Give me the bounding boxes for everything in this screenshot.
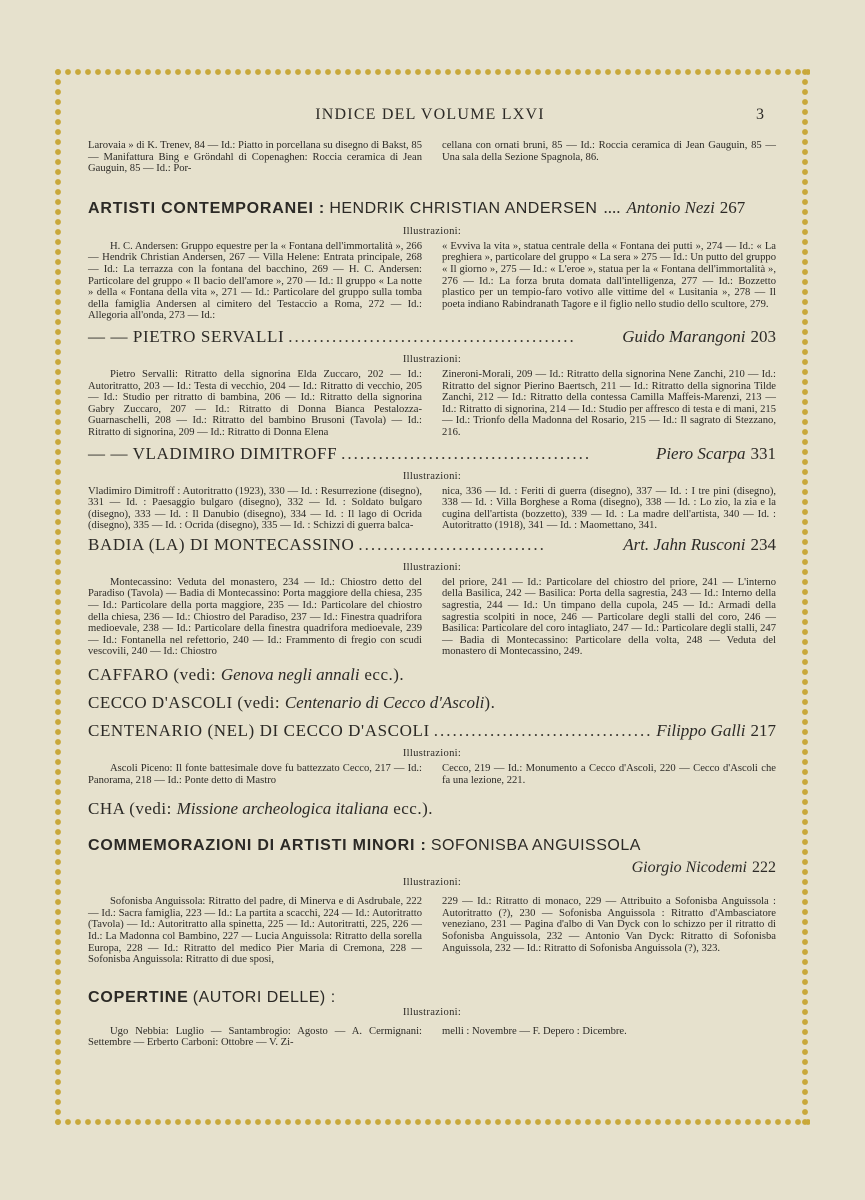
section-commemorazioni-entries <box>88 896 776 966</box>
section-lead: — — VLADIMIRO DIMITROFF <box>88 443 338 463</box>
page-title: INDICE DEL VOLUME LXVI <box>315 106 545 123</box>
ref-title: Genova negli annali <box>220 665 360 685</box>
section-montecassino-heading <box>88 534 776 556</box>
entries-col2: melli : Novembre — F. Depero : Dicembre. <box>442 1025 627 1037</box>
entries-col1: Vladimiro Dimitroff : Autoritratto (1923), 330 — Id. : Resurrezione (disegno), 331 — Id. : Paesaggio bulgaro (disegno), 332 — Id. : Soldato bulgaro (disegno), 333 — Id. : Il Danubio (disegno), 334 — Id. : Il lago di Ocrida (disegno), 335 — Id. : Ocrida (disegno), 335 — Id. : Schizzi di guerra balca- <box>88 485 422 532</box>
section-author: Art. Jahn Rusconi <box>623 534 746 554</box>
intro-col1: Larovaia » di K. Trenev, 84 — Id.: Piatto in porcellana su disegno di Bakst, 85 — Manifattura Bing e Gröndahl di Copenaghen: Roccia ceramica di Jean Gauguin, 85 — Id.: Por- <box>88 140 422 175</box>
illustrazioni-label: Illustrazioni: <box>402 353 462 365</box>
section-andersen-heading <box>88 197 776 220</box>
ref-lead: CECCO D'ASCOLI (vedi: <box>88 693 281 713</box>
leader-dots: ........................................ <box>341 443 592 463</box>
section-andersen-entries <box>88 241 776 322</box>
section-page: 203 <box>750 326 776 346</box>
section-author: Antonio Nezi <box>626 197 715 217</box>
cross-ref-cha <box>88 798 776 820</box>
index-content <box>88 140 776 1049</box>
section-page: 267 <box>719 197 746 217</box>
illustrazioni-label: Illustrazioni: <box>402 225 462 237</box>
section-dimitroff-entries <box>88 486 776 532</box>
decorative-border-top <box>53 67 810 77</box>
section-author: Piero Scarpa <box>655 443 746 463</box>
ref-lead: CAFFARO (vedi: <box>88 665 217 685</box>
entries-col1: Sofonisba Anguissola: Ritratto del padre, di Minerva e di Asdrubale, 222 — Id.: Sacra famiglia, 223 — Id.: La partita a scacchi, 224 — Id.: Autoritratto (Tavola) — Id.: Autoritratto alla spinetta, 225 — Id.: Autoritratti, 225, 226 — Id.: La Madonna col Bambino, 227 — Lucia Anguissola: Ritratto della sorella Europa, 228 — Id.: Ritratto del medico Pier Maria di Cremona, 228 — Sofonisba Anguissola: Ritratto di due sposi, <box>88 896 422 966</box>
page-header <box>90 106 770 126</box>
leader-dots: .... <box>603 197 621 217</box>
section-lead: ARTISTI CONTEMPORANEI : <box>88 199 326 217</box>
decorative-border-right <box>800 67 810 1127</box>
section-page: 222 <box>752 859 776 877</box>
illustrazioni-label: Illustrazioni: <box>402 470 462 482</box>
section-subject: (AUTORI DELLE) : <box>192 988 336 1006</box>
section-lead: CENTENARIO (NEL) DI CECCO D'ASCOLI <box>88 721 430 741</box>
intro-col2: cellana con ornati bruni, 85 — Id.: Roccia ceramica di Jean Gauguin, 85 — Una sala della Sezione Spagnola, 86. <box>442 140 776 163</box>
entries-col1: H. C. Andersen: Gruppo equestre per la « Fontana dell'immortalità », 266 — Hendrik Christian Andersen, 267 — Villa Helene: Entrata principale, 268 — Id.: La terrazza con la fontana del bacchino, 269 — H. C. Andersen: Particolare del gruppo « Il bacio dell'amore », 270 — Id.: Il gruppo « La notte » della « Fontana della vita », 271 — Id.: Particolare del gruppo sulla tomba della famiglia Andersen al cimitero del Testaccio a Roma, 272 — Id.: Allegoria all'onda, 273 — Id.: <box>88 240 422 322</box>
entries-col1: Pietro Servalli: Ritratto della signorina Elda Zuccaro, 202 — Id.: Autoritratto, 203 — Id.: Testa di vecchio, 204 — Id.: Ritratto di vecchio, 205 — Id.: Studio per ritratto di bambina, 206 — Id.: Ritratto della signorina Gabry Zuccaro, 207 — Id.: Ritratto di Donna Bianca Pestalozza-Guarnaschelli, 208 — Id.: Ritratto del bambino Brusoni (Tavola) — Id.: Ritratto di signorina, 209 — Id.: Ritratto di Donna Elena <box>88 368 422 438</box>
section-servalli-entries <box>88 369 776 439</box>
section-commemorazioni-heading <box>88 834 776 857</box>
section-servalli-heading <box>88 326 776 348</box>
section-page: 331 <box>750 443 776 463</box>
page-number: 3 <box>756 106 764 123</box>
ref-lead: CHA (vedi: <box>88 799 172 819</box>
section-copertine-heading <box>88 986 776 1009</box>
ref-tail: ecc.). <box>393 799 434 819</box>
entries-col2: 229 — Id.: Ritratto di monaco, 229 — Attribuito a Sofonisba Anguissola : Autoritratto (?), 230 — Sofonisba Anguissola : Ritratto d'Ambasciatore veneziano, 231 — Pagina d'albo di Van Dyck con lo schizzo per il ritratto di Sofonisba Anguissola, 232 — Antonio Van Dyck: Ritratto di Sofonisba Anguissola, 232 — Id.: Ritratto di Sofonisba Anguissola (?), 323. <box>442 896 776 954</box>
section-centenario-entries <box>88 763 776 786</box>
leader-dots: ................................... <box>433 721 653 741</box>
decorative-border-left <box>53 67 63 1127</box>
cross-ref-cecco <box>88 692 776 714</box>
entries-col2: nica, 336 — Id. : Feriti di guerra (disegno), 337 — Id. : I tre pini (disegno), 338 — Id. : Villa Borghese a Roma (disegno), 338 — Id. : Lo zio, la zia e la cugina dell'artista (bozzetto), 339 — Id. : La madre dell'artista, 340 — Id. : Autoritratto (1918), 341 — Id. : Maomettano, 341. <box>442 485 776 532</box>
section-author-line <box>88 859 776 877</box>
section-author: Filippo Galli <box>656 721 746 741</box>
entries-col2: del priore, 241 — Id.: Particolare del chiostro del priore, 241 — L'interno della Basilica, 242 — Basilica: Porta della sagrestia, 243 — Id.: Interno della sagrestia, 244 — Id.: Un timpano della cupola, 245 — Id.: Armadi della sagrestia scolpiti in noce, 246 — Particolare degli stalli del coro, 246 — Basilica: Particolare del coro intagliato, 247 — Id.: Particolare degli stalli, 247 — Badia di Montecassino: Particolare della volta, 248 — Veduta del monastero di Montecassino, 249. <box>442 576 776 658</box>
entries-col1: Montecassino: Veduta del monastero, 234 — Id.: Chiostro detto del Paradiso (Tavola) — Badia di Montecassino: Porta maggiore della chiesa, 235 — Id.: Particolare della porta maggiore, 235 — Id.: Particolare del chiostro della chiesa, 236 — Id.: Chiostro del Paradiso, 237 — Id.: Finestra quadrifora medioevale, 238 — Id.: Particolare della finestra quadrifora medioevale, 239 — Id.: Fontanella nel refettorio, 240 — Id.: Frammento di fregio con scudi vescovili, 240 — Id.: Chiostro <box>88 576 422 658</box>
ref-tail: ). <box>484 693 496 713</box>
section-page: 217 <box>750 721 776 741</box>
section-lead: COMMEMORAZIONI DI ARTISTI MINORI : <box>88 837 427 855</box>
section-centenario-heading <box>88 720 776 742</box>
leader-dots: .............................. <box>358 534 546 554</box>
ref-tail: ecc.). <box>364 665 405 685</box>
section-dimitroff-heading <box>88 443 776 465</box>
section-lead: BADIA (LA) DI MONTECASSINO <box>88 534 355 554</box>
section-page: 234 <box>750 534 776 554</box>
illustrazioni-label: Illustrazioni: <box>402 748 462 760</box>
section-lead: — — PIETRO SERVALLI <box>88 326 285 346</box>
entries-col2: Zineroni-Morali, 209 — Id.: Ritratto della signorina Nene Zanchi, 210 — Id.: Ritratto del signor Pierino Baertsch, 211 — Id.: Ritratto della signorina Tilde Zanchi, 212 — Id.: Ritratto della contessa Camilla Maffeis-Marenzi, 213 — Id.: Ritratto di signorina, 214 — Id.: Studio per affresco di testa e di mani, 215 — Id.: Trionfo della Madonna del Rosario, 215 — Id.: Il sagrato di Stezzano, 216. <box>442 368 776 438</box>
entries-col1: Ascoli Piceno: Il fonte battesimale dove fu battezzato Cecco, 217 — Id.: Panorama, 218 — Id.: Ponte detto di Mastro <box>88 763 422 786</box>
entries-col2: Cecco, 219 — Id.: Monumento a Cecco d'Ascoli, 220 — Cecco d'Ascoli che fa una lezione, 221. <box>442 763 776 786</box>
illustrazioni-label: Illustrazioni: <box>402 561 462 573</box>
section-subject: HENDRIK CHRISTIAN ANDERSEN <box>329 199 598 217</box>
cross-ref-caffaro <box>88 664 776 686</box>
ref-title: Centenario di Cecco d'Ascoli <box>284 693 485 713</box>
section-author: Giorgio Nicodemi <box>631 859 747 877</box>
decorative-border-bottom <box>53 1117 810 1127</box>
section-lead: COPERTINE <box>88 988 189 1006</box>
leader-dots: .............................................. <box>288 326 576 346</box>
intro-entries <box>88 140 776 175</box>
ref-title: Missione archeologica italiana <box>176 799 389 819</box>
illustrazioni-label: Illustrazioni: <box>402 1006 462 1018</box>
entries-col1: Ugo Nebbia: Luglio — Santambrogio: Agosto — A. Cermignani: Settembre — Erberto Carboni: Ottobre — V. Zi- <box>88 1025 422 1049</box>
section-author: Guido Marangoni <box>622 326 746 346</box>
illustrazioni-label: Illustrazioni: <box>402 877 462 889</box>
section-montecassino-entries <box>88 577 776 658</box>
entries-col2: « Evviva la vita », statua centrale della « Fontana dei putti », 274 — Id.: « La preghiera », particolare del gruppo « La sera » 275 — Id.: Un putto del gruppo « Il giorno », 275 — Id.: « L'eroe », statua per la « Fontana dell'immortalità », 276 — Id.: La forza bruta domata dall'intelligenza, 277 — Id.: Bozzetto plastico per un tempio-faro votivo alle vittime del « Lusitania », 278 — Il poeta indiano Rabindranath Tagore e il figlio nello studio dello scultore, 279. <box>442 240 776 310</box>
section-subject: SOFONISBA ANGUISSOLA <box>430 837 641 855</box>
section-copertine-entries <box>88 1026 776 1049</box>
